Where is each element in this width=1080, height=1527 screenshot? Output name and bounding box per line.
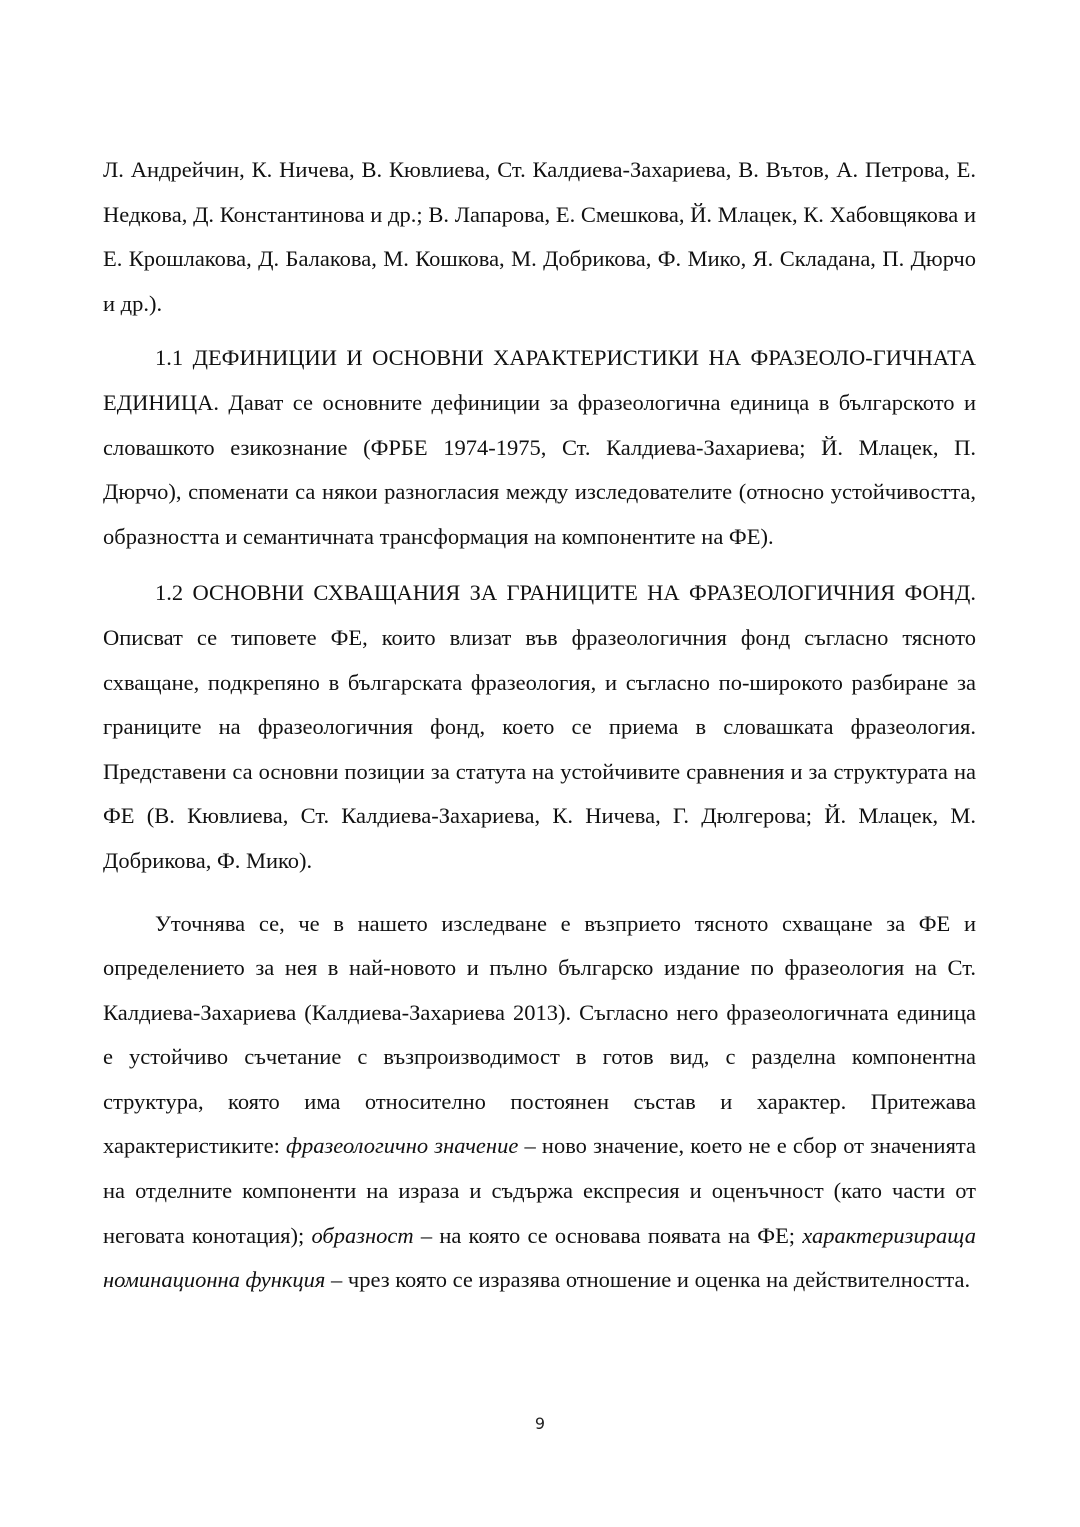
page-number: 9 (534, 1414, 546, 1433)
term-nominative-function: характеризираща номинационна функция (103, 1222, 976, 1293)
paragraph-section-1-2: 1.2 ОСНОВНИ СХВАЩАНИЯ ЗА ГРАНИЦИТЕ НА ФРАЗЕОЛОГИЧНИЯ ФОНД. Описват се типовете ФЕ, които влизат във фразеологичния фонд съгласно тясното схващане, подкрепяно в българската фразеология, и съгласно по-широкото разбиране за границите на фразеологичния фонд, което се приема в словашката фразеология. Представени са основни позиции за статута на устойчивите сравнения и за структурата на ФЕ (В. Кювлиева, Ст. Калдиева-Захариева, К. Ничева, Г. Дюлгерова; Й. Млацек, М. Добрикова, Ф. Мико). (103, 580, 976, 873)
paragraph-section-1-1: 1.1 ДЕФИНИЦИИ И ОСНОВНИ ХАРАКТЕРИСТИКИ НА ФРАЗЕОЛО-ГИЧНАТА ЕДИНИЦА. Дават се основните дефиниции за фразеологична единица в българското и словашкото езикознание (ФРБЕ 1974-1975, Ст. Калдиева-Захариева; Й. Млацек, П. Дюрчо), споменати са някои разногласия между изследователите (относно устойчивостта, образността и семантичната трансформация на компонентите на ФЕ). (103, 345, 976, 549)
term-phraseological-meaning: фразеологично значение (286, 1133, 519, 1159)
definition-text-intro: Уточнява се, че в нашето изследване е възприето тясното схващане за ФЕ и определението за нея в най-новото и пълно българско издание по фразеология на Ст. Калдиева-Захариева (Калдиева-Захариева 2013). Съгласно него фразеологичната единица е устойчиво съчетание с възпроизводимост в готов вид, с разделна компонентна структура, която има относително постоянен състав и характер. Притежава характеристиките: (103, 910, 976, 1159)
paragraph-references: Л. Андрейчин, К. Ничева, В. Кювлиева, Ст. Калдиева-Захариева, В. Вътов, А. Петрова, Е. Недкова, Д. Константинова и др.; В. Лапарова, Е. Смешкова, Й. Млацек, К. Хабовщякова и Е. Крошлакова, Д. Балакова, М. Кошкова, М. Добрикова, Ф. Мико, Я. Складана, П. Дюрчо и др.). (103, 157, 976, 316)
paragraph-definition (103, 902, 976, 1303)
definition-text-function: – чрез която се изразява отношение и оценка на действителността. (325, 1267, 971, 1293)
definition-text-imagery: – на която се основава появата на ФЕ; (413, 1222, 803, 1248)
definition-text-meaning: – ново значение, което не е сбор от значенията на отделните компоненти на израза и съдържа експресия и оценъчност (като части от неговата конотация); (103, 1133, 977, 1248)
term-imagery: образност (311, 1222, 414, 1248)
body-text (103, 148, 976, 1303)
